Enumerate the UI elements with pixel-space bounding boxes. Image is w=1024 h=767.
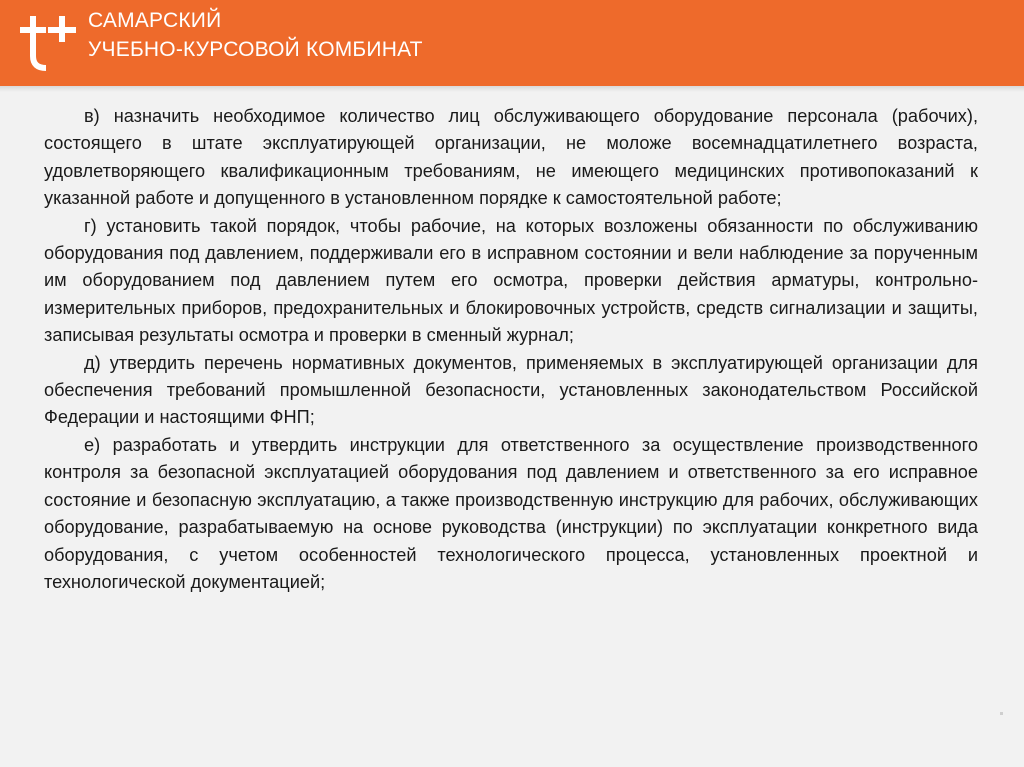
paragraph-v: в) назначить необходимое количество лиц обслуживающего оборудование персонала (рабочих), состоящего в штате эксплуатирующей организации, не моложе восемнадцатилетнего возраста, удовлетворяющего квалификационным требованиям, не имеющего медицинских противопоказаний к указанной работе и допущенного в установленном порядке к самостоятельной работе; bbox=[44, 106, 978, 209]
tt-logo-icon bbox=[16, 8, 82, 74]
paragraph-d: д) утвердить перечень нормативных документов, применяемых в эксплуатирующей организации для обеспечения требований промышленной безопасности, установленных законодательством Российской Федерации и настоящими ФНП; bbox=[44, 352, 978, 428]
document-body bbox=[44, 103, 978, 596]
header-bar bbox=[0, 0, 1024, 86]
header-shadow bbox=[0, 86, 1024, 92]
organization-name-line1: САМАРСКИЙ bbox=[88, 9, 222, 32]
organization-name bbox=[88, 6, 423, 64]
organization-name-line2: УЧЕБНО-КУРСОВОЙ КОМБИНАТ bbox=[88, 38, 423, 61]
paragraph-e: е) разработать и утвердить инструкции для ответственного за осуществление производственного контроля за безопасной эксплуатацией оборудования под давлением и ответственного за его исправное состояние и безопасную эксплуатацию, а также производственную инструкцию для рабочих, обслуживающих оборудование, разрабатываемую на основе руководства (инструкции) по эксплуатации конкретного вида оборудования, с учетом особенностей технологического процесса, установленных проектной и технологической документацией; bbox=[44, 434, 978, 592]
decorative-dot bbox=[1000, 712, 1003, 715]
paragraph-g: г) установить такой порядок, чтобы рабочие, на которых возложены обязанности по обслуживанию оборудования под давлением, поддерживали его в исправном состоянии и вели наблюдение за порученным им оборудованием под давлением путем его осмотра, проверки действия арматуры, контрольно-измерительных приборов, предохранительных и блокировочных устройств, средств сигнализации и защиты, записывая результаты осмотра и проверки в сменный журнал; bbox=[44, 215, 978, 346]
